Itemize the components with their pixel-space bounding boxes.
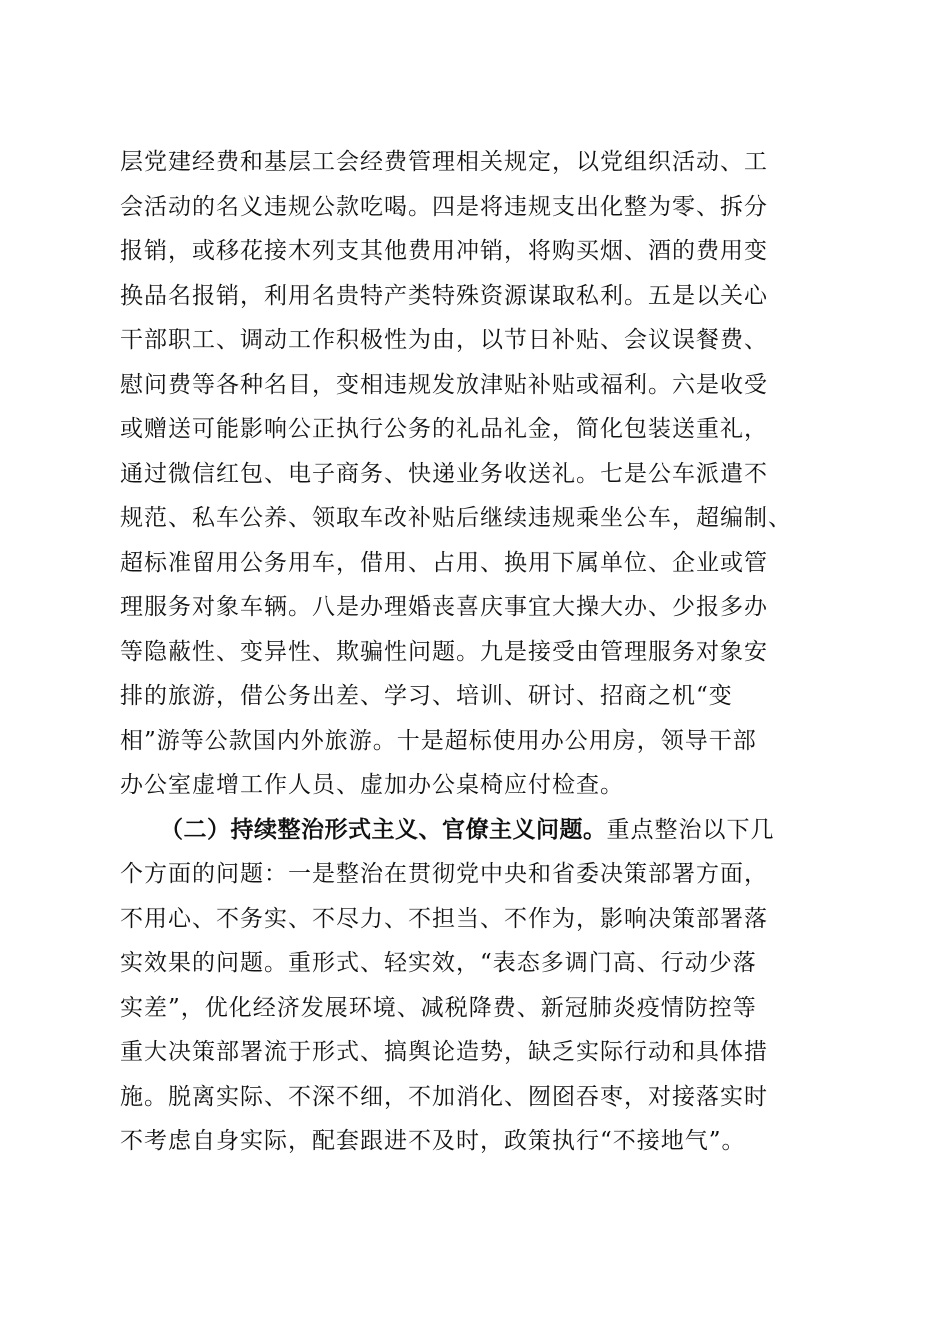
text-line: 或赠送可能影响公正执行公务的礼品礼金，简化包装送重礼， bbox=[120, 416, 768, 442]
text-line: 换品名报销，利用名贵特产类特殊资源谋取私利。五是以关心 bbox=[120, 282, 768, 309]
text-line: 办公室虚增工作人员、虚加办公桌椅应付检查。 bbox=[120, 772, 624, 798]
text-line: 个方面的问题：一是整治在贯彻党中央和省委决策部署方面， bbox=[120, 861, 768, 887]
text-line: 理服务对象车辆。八是办理婚丧喜庆事宜大操大办、少报多办 bbox=[120, 594, 768, 620]
text-line: 不考虑自身实际，配套跟进不及时，政策执行“不接地气”。 bbox=[120, 1128, 746, 1154]
text-line: 规范、私车公养、领取车改补贴后继续违规乘坐公车，超编制、 bbox=[120, 505, 792, 531]
text-line: 实效果的问题。重形式、轻实效，“表态多调门高、行动少落 bbox=[120, 950, 757, 976]
section-heading: （二）持续整治形式主义、官僚主义问题。 bbox=[160, 816, 607, 843]
text-line: 排的旅游，借公务出差、学习、培训、研讨、招商之机“变 bbox=[120, 683, 733, 709]
text-line: 会活动的名义违规公款吃喝。四是将违规支出化整为零、拆分 bbox=[120, 193, 768, 220]
text-line: 相”游等公款国内外旅游。十是超标使用办公用房，领导干部 bbox=[120, 727, 757, 754]
text-line: 报销，或移花接木列支其他费用冲销，将购买烟、酒的费用变 bbox=[120, 238, 768, 264]
text-line: 重大决策部署流于形式、搞舆论造势，缺乏实际行动和具体措 bbox=[120, 1039, 768, 1065]
text-line: 通过微信红包、电子商务、快递业务收送礼。七是公车派遣不 bbox=[120, 460, 768, 487]
text-line: 干部职工、调动工作积极性为由，以节日补贴、会议误餐费、 bbox=[120, 327, 768, 353]
text-line: 施。脱离实际、不深不细，不加消化、囫囵吞枣，对接落实时 bbox=[120, 1083, 768, 1110]
section-heading-line bbox=[120, 808, 840, 853]
text-line: 超标准留用公务用车，借用、占用、换用下属单位、企业或管 bbox=[120, 549, 768, 576]
text-line: 不用心、不务实、不尽力、不担当、不作为，影响决策部署落 bbox=[120, 905, 768, 932]
text-line: 等隐蔽性、变异性、欺骗性问题。九是接受由管理服务对象安 bbox=[120, 638, 768, 665]
text-line: 实差”，优化经济发展环境、减税降费、新冠肺炎疫情防控等 bbox=[120, 994, 757, 1021]
text-line: 慰问费等各种名目，变相违规发放津贴补贴或福利。六是收受 bbox=[120, 371, 768, 398]
text-line: 层党建经费和基层工会经费管理相关规定，以党组织活动、工 bbox=[120, 149, 768, 175]
document-body bbox=[120, 140, 840, 1164]
section-heading-rest: 重点整治以下几 bbox=[606, 816, 775, 843]
